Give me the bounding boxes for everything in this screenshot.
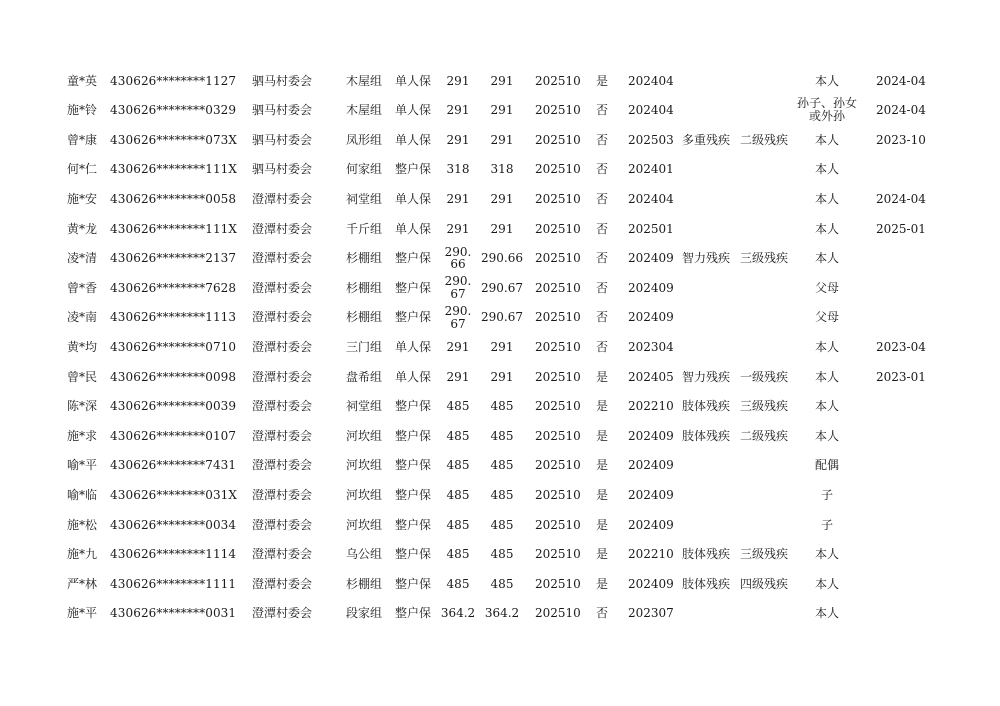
village-group: 祠堂组 <box>346 399 383 414</box>
period-month: 202510 <box>535 191 581 206</box>
village-group: 杉棚组 <box>346 251 383 266</box>
start-month: 202404 <box>628 73 674 88</box>
person-name: 施*九 <box>67 547 98 562</box>
date <box>876 392 936 422</box>
start-month: 202210 <box>628 399 674 414</box>
amount-2: 291 <box>490 191 514 206</box>
table-row <box>0 155 1000 185</box>
date <box>876 273 936 303</box>
amount-2: 485 <box>490 517 514 532</box>
disability-type <box>682 184 738 214</box>
person-name: 施*松 <box>67 517 98 532</box>
id-number: 430626********0107 <box>110 428 237 443</box>
date: 2023-10 <box>876 132 926 147</box>
coverage-type: 整户保 <box>395 547 432 562</box>
disability-level: 二级残疾 <box>740 132 789 147</box>
date: 2023-01 <box>876 369 926 384</box>
disability-level <box>740 214 796 244</box>
start-month: 202409 <box>628 487 674 502</box>
disability-level <box>740 155 796 185</box>
disability-type: 肢体残疾 <box>682 428 731 443</box>
relation: 本人 <box>814 73 839 88</box>
table-row <box>0 303 1000 333</box>
start-month: 202409 <box>628 517 674 532</box>
id-number: 430626********111X <box>110 162 238 177</box>
relation: 子 <box>820 487 833 502</box>
yes-no-flag: 否 <box>596 606 609 621</box>
id-number: 430626********0034 <box>110 517 237 532</box>
amount-2: 290.67 <box>481 310 523 325</box>
village-committee: 澄潭村委会 <box>252 221 313 236</box>
disability-level <box>740 184 796 214</box>
start-month: 202409 <box>628 458 674 473</box>
date <box>876 303 936 333</box>
yes-no-flag: 否 <box>596 339 609 354</box>
relation: 孙子、孙女或外孙 <box>797 95 858 124</box>
village-group: 盘希组 <box>346 369 383 384</box>
amount-1: 291 <box>446 221 470 236</box>
village-group: 河坎组 <box>346 458 383 473</box>
village-committee: 澄潭村委会 <box>252 339 313 354</box>
disability-level <box>740 332 796 362</box>
village-group: 段家组 <box>346 606 383 621</box>
yes-no-flag: 否 <box>596 162 609 177</box>
relation: 本人 <box>814 547 839 562</box>
table-row <box>0 510 1000 540</box>
disability-level <box>740 303 796 333</box>
person-name: 曾*香 <box>67 280 98 295</box>
amount-1: 290.67 <box>444 304 472 331</box>
disability-type: 肢体残疾 <box>682 399 731 414</box>
village-committee: 驷马村委会 <box>252 162 313 177</box>
id-number: 430626********7431 <box>110 458 237 473</box>
village-group: 何家组 <box>346 162 383 177</box>
start-month: 202405 <box>628 369 674 384</box>
table-row <box>0 392 1000 422</box>
table-row <box>0 599 1000 629</box>
yes-no-flag: 否 <box>596 280 609 295</box>
village-group: 河坎组 <box>346 517 383 532</box>
amount-2: 485 <box>490 399 514 414</box>
amount-2: 364.2 <box>484 606 520 621</box>
person-name: 何*仁 <box>67 162 98 177</box>
coverage-type: 整户保 <box>395 162 432 177</box>
amount-2: 291 <box>490 221 514 236</box>
id-number: 430626********111X <box>110 221 238 236</box>
period-month: 202510 <box>535 339 581 354</box>
yes-no-flag: 否 <box>596 310 609 325</box>
village-group: 杉棚组 <box>346 576 383 591</box>
yes-no-flag: 否 <box>596 221 609 236</box>
disability-type: 肢体残疾 <box>682 547 731 562</box>
disability-type <box>682 155 738 185</box>
yes-no-flag: 是 <box>596 428 609 443</box>
amount-1: 485 <box>446 576 470 591</box>
start-month: 202501 <box>628 221 674 236</box>
id-number: 430626********031X <box>110 487 238 502</box>
period-month: 202510 <box>535 132 581 147</box>
amount-1: 318 <box>446 162 470 177</box>
table-row <box>0 184 1000 214</box>
village-group: 凤形组 <box>346 132 383 147</box>
date <box>876 421 936 451</box>
amount-2: 290.67 <box>481 280 523 295</box>
table-row <box>0 214 1000 244</box>
relation: 本人 <box>814 162 839 177</box>
period-month: 202510 <box>535 73 581 88</box>
disability-level: 四级残疾 <box>740 576 789 591</box>
period-month: 202510 <box>535 221 581 236</box>
amount-1: 291 <box>446 73 470 88</box>
date <box>876 451 936 481</box>
yes-no-flag: 是 <box>596 369 609 384</box>
village-group: 河坎组 <box>346 487 383 502</box>
start-month: 202409 <box>628 310 674 325</box>
yes-no-flag: 否 <box>596 191 609 206</box>
village-group: 千斤组 <box>346 221 383 236</box>
id-number: 430626********073X <box>110 132 238 147</box>
table-row <box>0 273 1000 303</box>
village-committee: 驷马村委会 <box>252 73 313 88</box>
yes-no-flag: 是 <box>596 458 609 473</box>
disability-level: 二级残疾 <box>740 428 789 443</box>
person-name: 施*求 <box>67 428 98 443</box>
village-group: 杉棚组 <box>346 310 383 325</box>
person-name: 陈*深 <box>67 399 98 414</box>
disability-type <box>682 96 738 126</box>
relation: 本人 <box>814 339 839 354</box>
date <box>876 510 936 540</box>
period-month: 202510 <box>535 251 581 266</box>
relation: 本人 <box>814 428 839 443</box>
disability-level: 三级残疾 <box>740 251 789 266</box>
disability-type: 智力残疾 <box>682 369 731 384</box>
amount-2: 485 <box>490 458 514 473</box>
id-number: 430626********1111 <box>110 576 237 591</box>
amount-1: 290.67 <box>444 274 472 301</box>
relation: 本人 <box>814 399 839 414</box>
relation: 子 <box>820 517 833 532</box>
village-committee: 澄潭村委会 <box>252 606 313 621</box>
village-group: 木屋组 <box>346 73 383 88</box>
date: 2024-04 <box>876 73 926 88</box>
start-month: 202404 <box>628 103 674 118</box>
id-number: 430626********7628 <box>110 280 237 295</box>
amount-1: 485 <box>446 399 470 414</box>
table-row <box>0 332 1000 362</box>
person-name: 喻*临 <box>67 487 98 502</box>
relation: 父母 <box>814 310 839 325</box>
start-month: 202307 <box>628 606 674 621</box>
disability-type <box>682 599 738 629</box>
amount-2: 291 <box>490 132 514 147</box>
id-number: 430626********0710 <box>110 339 237 354</box>
yes-no-flag: 是 <box>596 73 609 88</box>
date: 2023-04 <box>876 339 926 354</box>
disability-level: 三级残疾 <box>740 547 789 562</box>
disability-level: 三级残疾 <box>740 399 789 414</box>
coverage-type: 整户保 <box>395 310 432 325</box>
table-row <box>0 421 1000 451</box>
table-row <box>0 540 1000 570</box>
coverage-type: 单人保 <box>395 103 432 118</box>
date <box>876 244 936 274</box>
date <box>876 599 936 629</box>
id-number: 430626********1127 <box>110 73 237 88</box>
date <box>876 540 936 570</box>
period-month: 202510 <box>535 576 581 591</box>
village-committee: 澄潭村委会 <box>252 251 313 266</box>
period-month: 202510 <box>535 487 581 502</box>
period-month: 202510 <box>535 606 581 621</box>
village-committee: 澄潭村委会 <box>252 458 313 473</box>
id-number: 430626********1113 <box>110 310 237 325</box>
relation: 本人 <box>814 251 839 266</box>
period-month: 202510 <box>535 547 581 562</box>
date: 2024-04 <box>876 103 926 118</box>
period-month: 202510 <box>535 280 581 295</box>
yes-no-flag: 是 <box>596 576 609 591</box>
coverage-type: 单人保 <box>395 132 432 147</box>
disability-type <box>682 66 738 96</box>
date <box>876 569 936 599</box>
yes-no-flag: 是 <box>596 399 609 414</box>
village-committee: 澄潭村委会 <box>252 517 313 532</box>
coverage-type: 单人保 <box>395 73 432 88</box>
amount-2: 291 <box>490 339 514 354</box>
start-month: 202409 <box>628 576 674 591</box>
coverage-type: 整户保 <box>395 576 432 591</box>
person-name: 凌*南 <box>67 310 98 325</box>
date: 2025-01 <box>876 221 926 236</box>
amount-1: 485 <box>446 517 470 532</box>
amount-1: 485 <box>446 458 470 473</box>
disability-type <box>682 332 738 362</box>
period-month: 202510 <box>535 399 581 414</box>
person-name: 严*林 <box>67 576 98 591</box>
village-group: 河坎组 <box>346 428 383 443</box>
disability-level: 一级残疾 <box>740 369 789 384</box>
coverage-type: 单人保 <box>395 369 432 384</box>
village-committee: 驷马村委会 <box>252 103 313 118</box>
amount-2: 291 <box>490 73 514 88</box>
person-name: 黄*龙 <box>67 221 98 236</box>
amount-2: 290.66 <box>481 251 523 266</box>
yes-no-flag: 否 <box>596 132 609 147</box>
village-committee: 澄潭村委会 <box>252 399 313 414</box>
village-committee: 澄潭村委会 <box>252 310 313 325</box>
table-row <box>0 451 1000 481</box>
disability-type <box>682 303 738 333</box>
period-month: 202510 <box>535 310 581 325</box>
coverage-type: 整户保 <box>395 399 432 414</box>
relation: 本人 <box>814 191 839 206</box>
id-number: 430626********2137 <box>110 251 237 266</box>
period-month: 202510 <box>535 162 581 177</box>
disability-type: 多重残疾 <box>682 132 731 147</box>
disability-level <box>740 66 796 96</box>
person-name: 曾*民 <box>67 369 98 384</box>
village-group: 杉棚组 <box>346 280 383 295</box>
village-committee: 澄潭村委会 <box>252 547 313 562</box>
table-row <box>0 125 1000 155</box>
person-name: 施*安 <box>67 191 98 206</box>
amount-1: 291 <box>446 339 470 354</box>
disability-level <box>740 451 796 481</box>
amount-1: 485 <box>446 487 470 502</box>
village-group: 祠堂组 <box>346 191 383 206</box>
relation: 本人 <box>814 221 839 236</box>
coverage-type: 整户保 <box>395 458 432 473</box>
period-month: 202510 <box>535 458 581 473</box>
table-row <box>0 66 1000 96</box>
id-number: 430626********1114 <box>110 547 237 562</box>
amount-2: 318 <box>490 162 514 177</box>
start-month: 202401 <box>628 162 674 177</box>
disability-level <box>740 480 796 510</box>
coverage-type: 整户保 <box>395 280 432 295</box>
start-month: 202503 <box>628 132 674 147</box>
village-committee: 驷马村委会 <box>252 132 313 147</box>
amount-1: 291 <box>446 369 470 384</box>
amount-1: 291 <box>446 132 470 147</box>
start-month: 202210 <box>628 547 674 562</box>
amount-1: 364.2 <box>440 606 476 621</box>
yes-no-flag: 是 <box>596 517 609 532</box>
amount-2: 485 <box>490 487 514 502</box>
coverage-type: 整户保 <box>395 428 432 443</box>
yes-no-flag: 是 <box>596 547 609 562</box>
village-committee: 澄潭村委会 <box>252 487 313 502</box>
table-row <box>0 96 1000 126</box>
village-group: 三门组 <box>346 339 383 354</box>
person-name: 施*平 <box>67 606 98 621</box>
disability-type <box>682 451 738 481</box>
village-group: 乌公组 <box>346 547 383 562</box>
disability-type <box>682 273 738 303</box>
amount-1: 485 <box>446 547 470 562</box>
date <box>876 480 936 510</box>
village-committee: 澄潭村委会 <box>252 369 313 384</box>
amount-1: 291 <box>446 103 470 118</box>
id-number: 430626********0031 <box>110 606 237 621</box>
date <box>876 155 936 185</box>
coverage-type: 单人保 <box>395 339 432 354</box>
yes-no-flag: 否 <box>596 103 609 118</box>
disability-level <box>740 96 796 126</box>
amount-1: 485 <box>446 428 470 443</box>
disability-level <box>740 599 796 629</box>
disability-level <box>740 510 796 540</box>
period-month: 202510 <box>535 428 581 443</box>
id-number: 430626********0098 <box>110 369 237 384</box>
date: 2024-04 <box>876 191 926 206</box>
start-month: 202304 <box>628 339 674 354</box>
id-number: 430626********0058 <box>110 191 237 206</box>
period-month: 202510 <box>535 103 581 118</box>
amount-2: 485 <box>490 576 514 591</box>
coverage-type: 单人保 <box>395 221 432 236</box>
person-name: 童*英 <box>67 73 98 88</box>
coverage-type: 整户保 <box>395 606 432 621</box>
table-row <box>0 569 1000 599</box>
coverage-type: 整户保 <box>395 517 432 532</box>
disability-type <box>682 510 738 540</box>
start-month: 202409 <box>628 251 674 266</box>
person-name: 曾*康 <box>67 132 98 147</box>
village-group: 木屋组 <box>346 103 383 118</box>
coverage-type: 整户保 <box>395 487 432 502</box>
relation: 本人 <box>814 576 839 591</box>
relation: 本人 <box>814 369 839 384</box>
coverage-type: 单人保 <box>395 191 432 206</box>
amount-2: 485 <box>490 428 514 443</box>
period-month: 202510 <box>535 517 581 532</box>
table-row <box>0 244 1000 274</box>
table-row <box>0 480 1000 510</box>
period-month: 202510 <box>535 369 581 384</box>
coverage-type: 整户保 <box>395 251 432 266</box>
amount-2: 291 <box>490 369 514 384</box>
person-name: 施*铃 <box>67 103 98 118</box>
disability-type <box>682 214 738 244</box>
relation: 本人 <box>814 606 839 621</box>
disability-level <box>740 273 796 303</box>
village-committee: 澄潭村委会 <box>252 280 313 295</box>
village-committee: 澄潭村委会 <box>252 428 313 443</box>
person-name: 凌*清 <box>67 251 98 266</box>
amount-1: 290.66 <box>444 244 472 272</box>
disability-type: 肢体残疾 <box>682 576 731 591</box>
disability-type: 智力残疾 <box>682 251 731 266</box>
person-name: 黄*均 <box>67 339 98 354</box>
start-month: 202404 <box>628 191 674 206</box>
relation: 本人 <box>814 132 839 147</box>
amount-2: 291 <box>490 103 514 118</box>
amount-2: 485 <box>490 547 514 562</box>
yes-no-flag: 是 <box>596 487 609 502</box>
person-name: 喻*平 <box>67 458 98 473</box>
yes-no-flag: 否 <box>596 251 609 266</box>
relation: 父母 <box>814 280 839 295</box>
disability-type <box>682 480 738 510</box>
relation: 配偶 <box>814 458 839 473</box>
start-month: 202409 <box>628 280 674 295</box>
id-number: 430626********0329 <box>110 103 237 118</box>
amount-1: 291 <box>446 191 470 206</box>
start-month: 202409 <box>628 428 674 443</box>
table-row <box>0 362 1000 392</box>
village-committee: 澄潭村委会 <box>252 191 313 206</box>
id-number: 430626********0039 <box>110 399 237 414</box>
village-committee: 澄潭村委会 <box>252 576 313 591</box>
